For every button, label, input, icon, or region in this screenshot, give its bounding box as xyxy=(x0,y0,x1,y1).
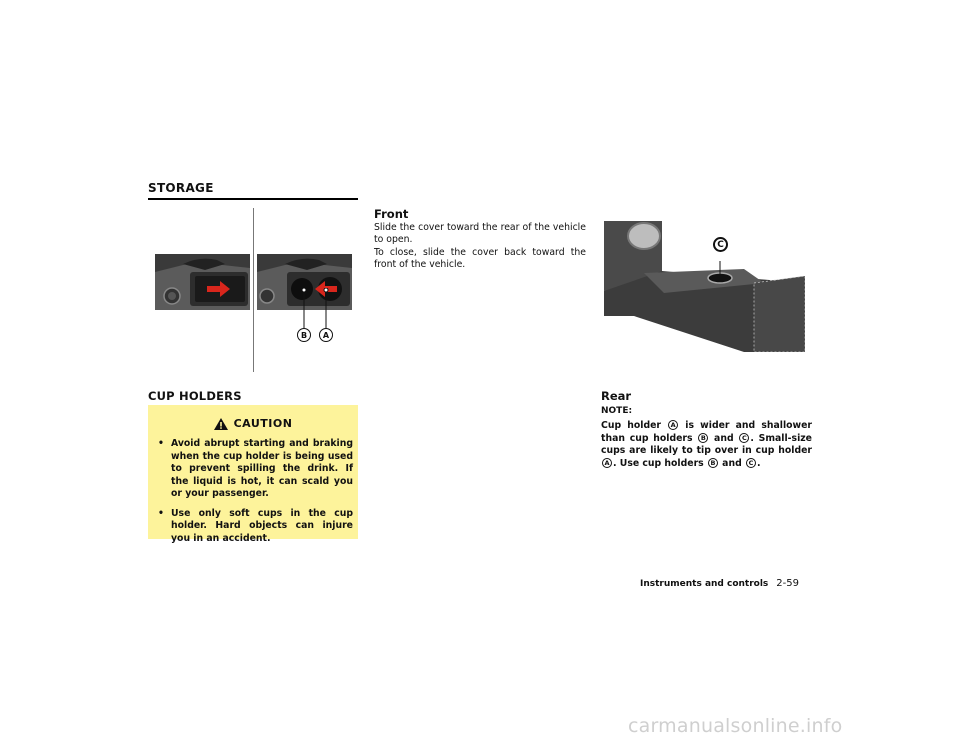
section-title: STORAGE xyxy=(148,181,214,195)
footer-chapter: Instruments and controls xyxy=(640,579,769,589)
caution-box xyxy=(148,405,358,544)
caution-title xyxy=(148,417,358,430)
caution-list xyxy=(158,438,353,552)
note-text xyxy=(601,420,812,470)
front-paragraph: Slide the cover toward the rear of the vehicle to open. xyxy=(374,222,586,246)
note-label: NOTE: xyxy=(601,406,633,416)
note-text-part: . xyxy=(756,457,761,469)
warning-triangle-icon xyxy=(214,418,228,430)
caution-label: CAUTION xyxy=(233,417,293,430)
rear-heading: Rear xyxy=(601,389,632,403)
watermark-link[interactable]: carmanualsonline.info xyxy=(628,715,843,737)
section-rule xyxy=(148,198,358,200)
note-text-part: Cup holder xyxy=(601,420,668,431)
rear-cup-holder-figure xyxy=(604,221,805,352)
front-paragraph: To close, slide the cover back toward the front of the vehicle. xyxy=(374,247,586,271)
callout-c-inline: C xyxy=(739,433,749,443)
callout-b-inline: B xyxy=(698,433,708,443)
callout-b: B xyxy=(297,328,311,342)
cup-holder-cover-figure-closed xyxy=(155,254,250,310)
cup-holders-heading: CUP HOLDERS xyxy=(148,389,242,403)
note-text-part: is wider and shallower than cup holders xyxy=(601,420,812,444)
callout-c: C xyxy=(713,237,728,252)
figure-divider xyxy=(253,208,254,372)
callout-c-inline: C xyxy=(746,458,756,468)
footer-page-number: 2-59 xyxy=(776,578,799,589)
caution-item: • Avoid abrupt starting and braking when the cup holder is being used to prevent spilling the drink. If the liquid is hot, it can scald you or your passenger. xyxy=(158,438,353,501)
caution-item: • Use only soft cups in the cup holder. Hard objects can injure you in an accident. xyxy=(158,508,353,546)
callout-a-inline: A xyxy=(602,458,612,468)
note-text-part: and xyxy=(718,457,745,469)
page-footer xyxy=(640,578,799,589)
callout-b-inline: B xyxy=(708,458,718,468)
note-text-part: . Use cup holders xyxy=(613,457,707,469)
callout-a-inline: A xyxy=(668,420,678,430)
note-text-part: and xyxy=(709,432,739,444)
note-text-part: . Small-size cups are likely to tip over in cup holder xyxy=(601,432,812,457)
front-heading: Front xyxy=(374,207,409,221)
callout-a: A xyxy=(319,328,333,342)
